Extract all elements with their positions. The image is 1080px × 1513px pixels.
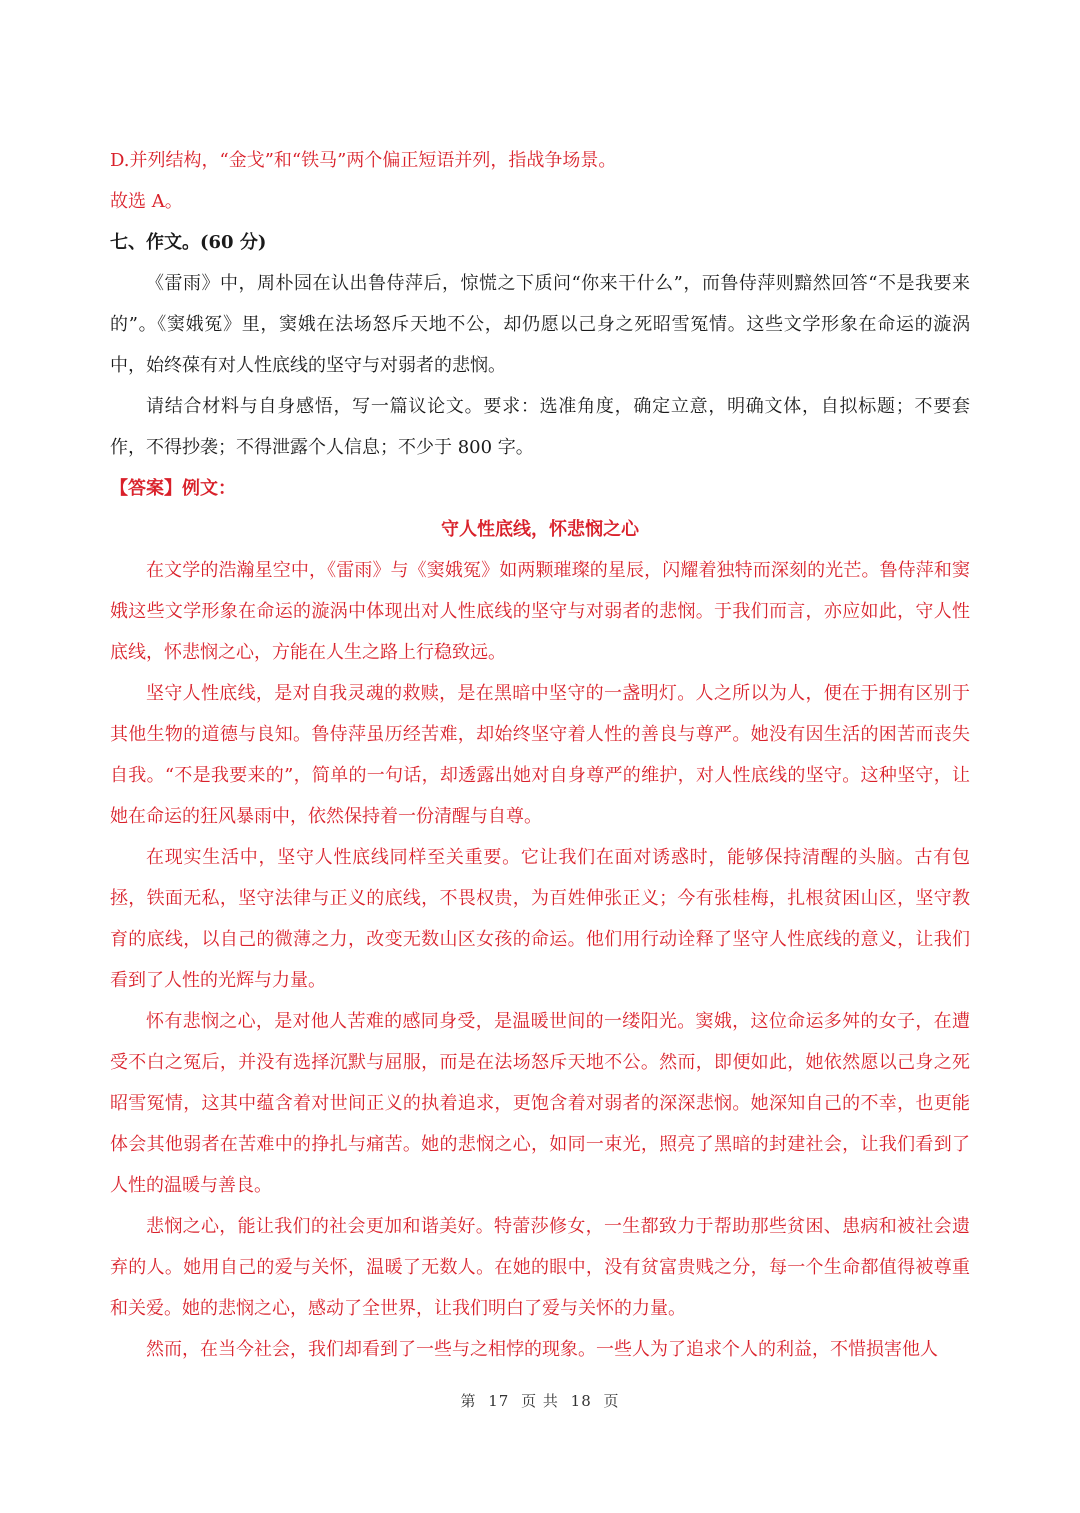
footer-suffix: 页 [603,1392,620,1410]
essay-paragraph-1: 在文学的浩瀚星空中，《雷雨》与《窦娥冤》如两颗璀璨的星辰，闪耀着独特而深刻的光芒。鲁侍萍和窦娥这些文学形象在命运的漩涡中体现出对人性底线的坚守与对弱者的悲悯。于我们而言，亦应如此，守人性底线，怀悲悯之心，方能在人生之路上行稳致远。 [110,560,970,663]
essay-title: 守人性底线，怀悲悯之心 [441,519,639,540]
option-d-explanation: D.并列结构，“金戈”和“铁马”两个偏正短语并列，指战争场景。 [110,150,617,171]
essay-paragraph-2: 坚守人性底线，是对自我灵魂的救赎，是在黑暗中坚守的一盏明灯。人之所以为人，便在于拥有区别于其他生物的道德与良知。鲁侍萍虽历经苦难，却始终坚守着人性的善良与尊严。她没有因生活的困苦而丧失自我。“不是我要来的”，简单的一句话，却透露出她对自身尊严的维护，对人性底线的坚守。这种坚守，让她在命运的狂风暴雨中，依然保持着一份清醒与自尊。 [110,683,970,827]
prompt-paragraph-2: 请结合材料与自身感悟，写一篇议论文。要求：选准角度，确定立意，明确文体，自拟标题；不要套作，不得抄袭；不得泄露个人信息；不少于 800 字。 [110,396,970,458]
current-page-number: 17 [488,1392,510,1410]
total-pages-number: 18 [570,1392,592,1410]
prompt-paragraph-1: 《雷雨》中，周朴园在认出鲁侍萍后，惊慌之下质问“你来干什么”，而鲁侍萍则黯然回答“不是我要来的”。《窦娥冤》里，窦娥在法场怒斥天地不公，却仍愿以己身之死昭雪冤情。这些文学形象在命运的漩涡中，始终葆有对人性底线的坚守与对弱者的悲悯。 [110,273,970,376]
section-heading: 七、作文。(60 分) [110,232,267,253]
document-page [110,140,970,1370]
essay-paragraph-3: 在现实生活中，坚守人性底线同样至关重要。它让我们在面对诱惑时，能够保持清醒的头脑。古有包拯，铁面无私，坚守法律与正义的底线，不畏权贵，为百姓伸张正义；今有张桂梅，扎根贫困山区，坚守教育的底线，以自己的微薄之力，改变无数山区女孩的命运。他们用行动诠释了坚守人性底线的意义，让我们看到了人性的光辉与力量。 [110,847,970,991]
footer-mid: 页 共 [521,1392,559,1410]
essay-paragraph-6: 然而，在当今社会，我们却看到了一些与之相悖的现象。一些人为了追求个人的利益，不惜损害他人 [146,1339,938,1360]
answer-label: 【答案】例文： [110,478,236,499]
footer-prefix: 第 [460,1392,477,1410]
essay-paragraph-5: 悲悯之心，能让我们的社会更加和谐美好。特蕾莎修女，一生都致力于帮助那些贫困、患病和被社会遗弃的人。她用自己的爱与关怀，温暖了无数人。在她的眼中，没有贫富贵贱之分，每一个生命都值得被尊重和关爱。她的悲悯之心，感动了全世界，让我们明白了爱与关怀的力量。 [110,1216,970,1319]
essay-paragraph-4: 怀有悲悯之心，是对他人苦难的感同身受，是温暖世间的一缕阳光。窦娥，这位命运多舛的女子，在遭受不白之冤后，并没有选择沉默与屈服，而是在法场怒斥天地不公。然而，即便如此，她依然愿以己身之死昭雪冤情，这其中蕴含着对世间正义的执着追求，更饱含着对弱者的深深悲悯。她深知自己的不幸，也更能体会其他弱者在苦难中的挣扎与痛苦。她的悲悯之心，如同一束光，照亮了黑暗的封建社会，让我们看到了人性的温暖与善良。 [110,1011,970,1196]
answer-conclusion: 故选 A。 [110,191,183,212]
page-footer [0,1390,1080,1411]
